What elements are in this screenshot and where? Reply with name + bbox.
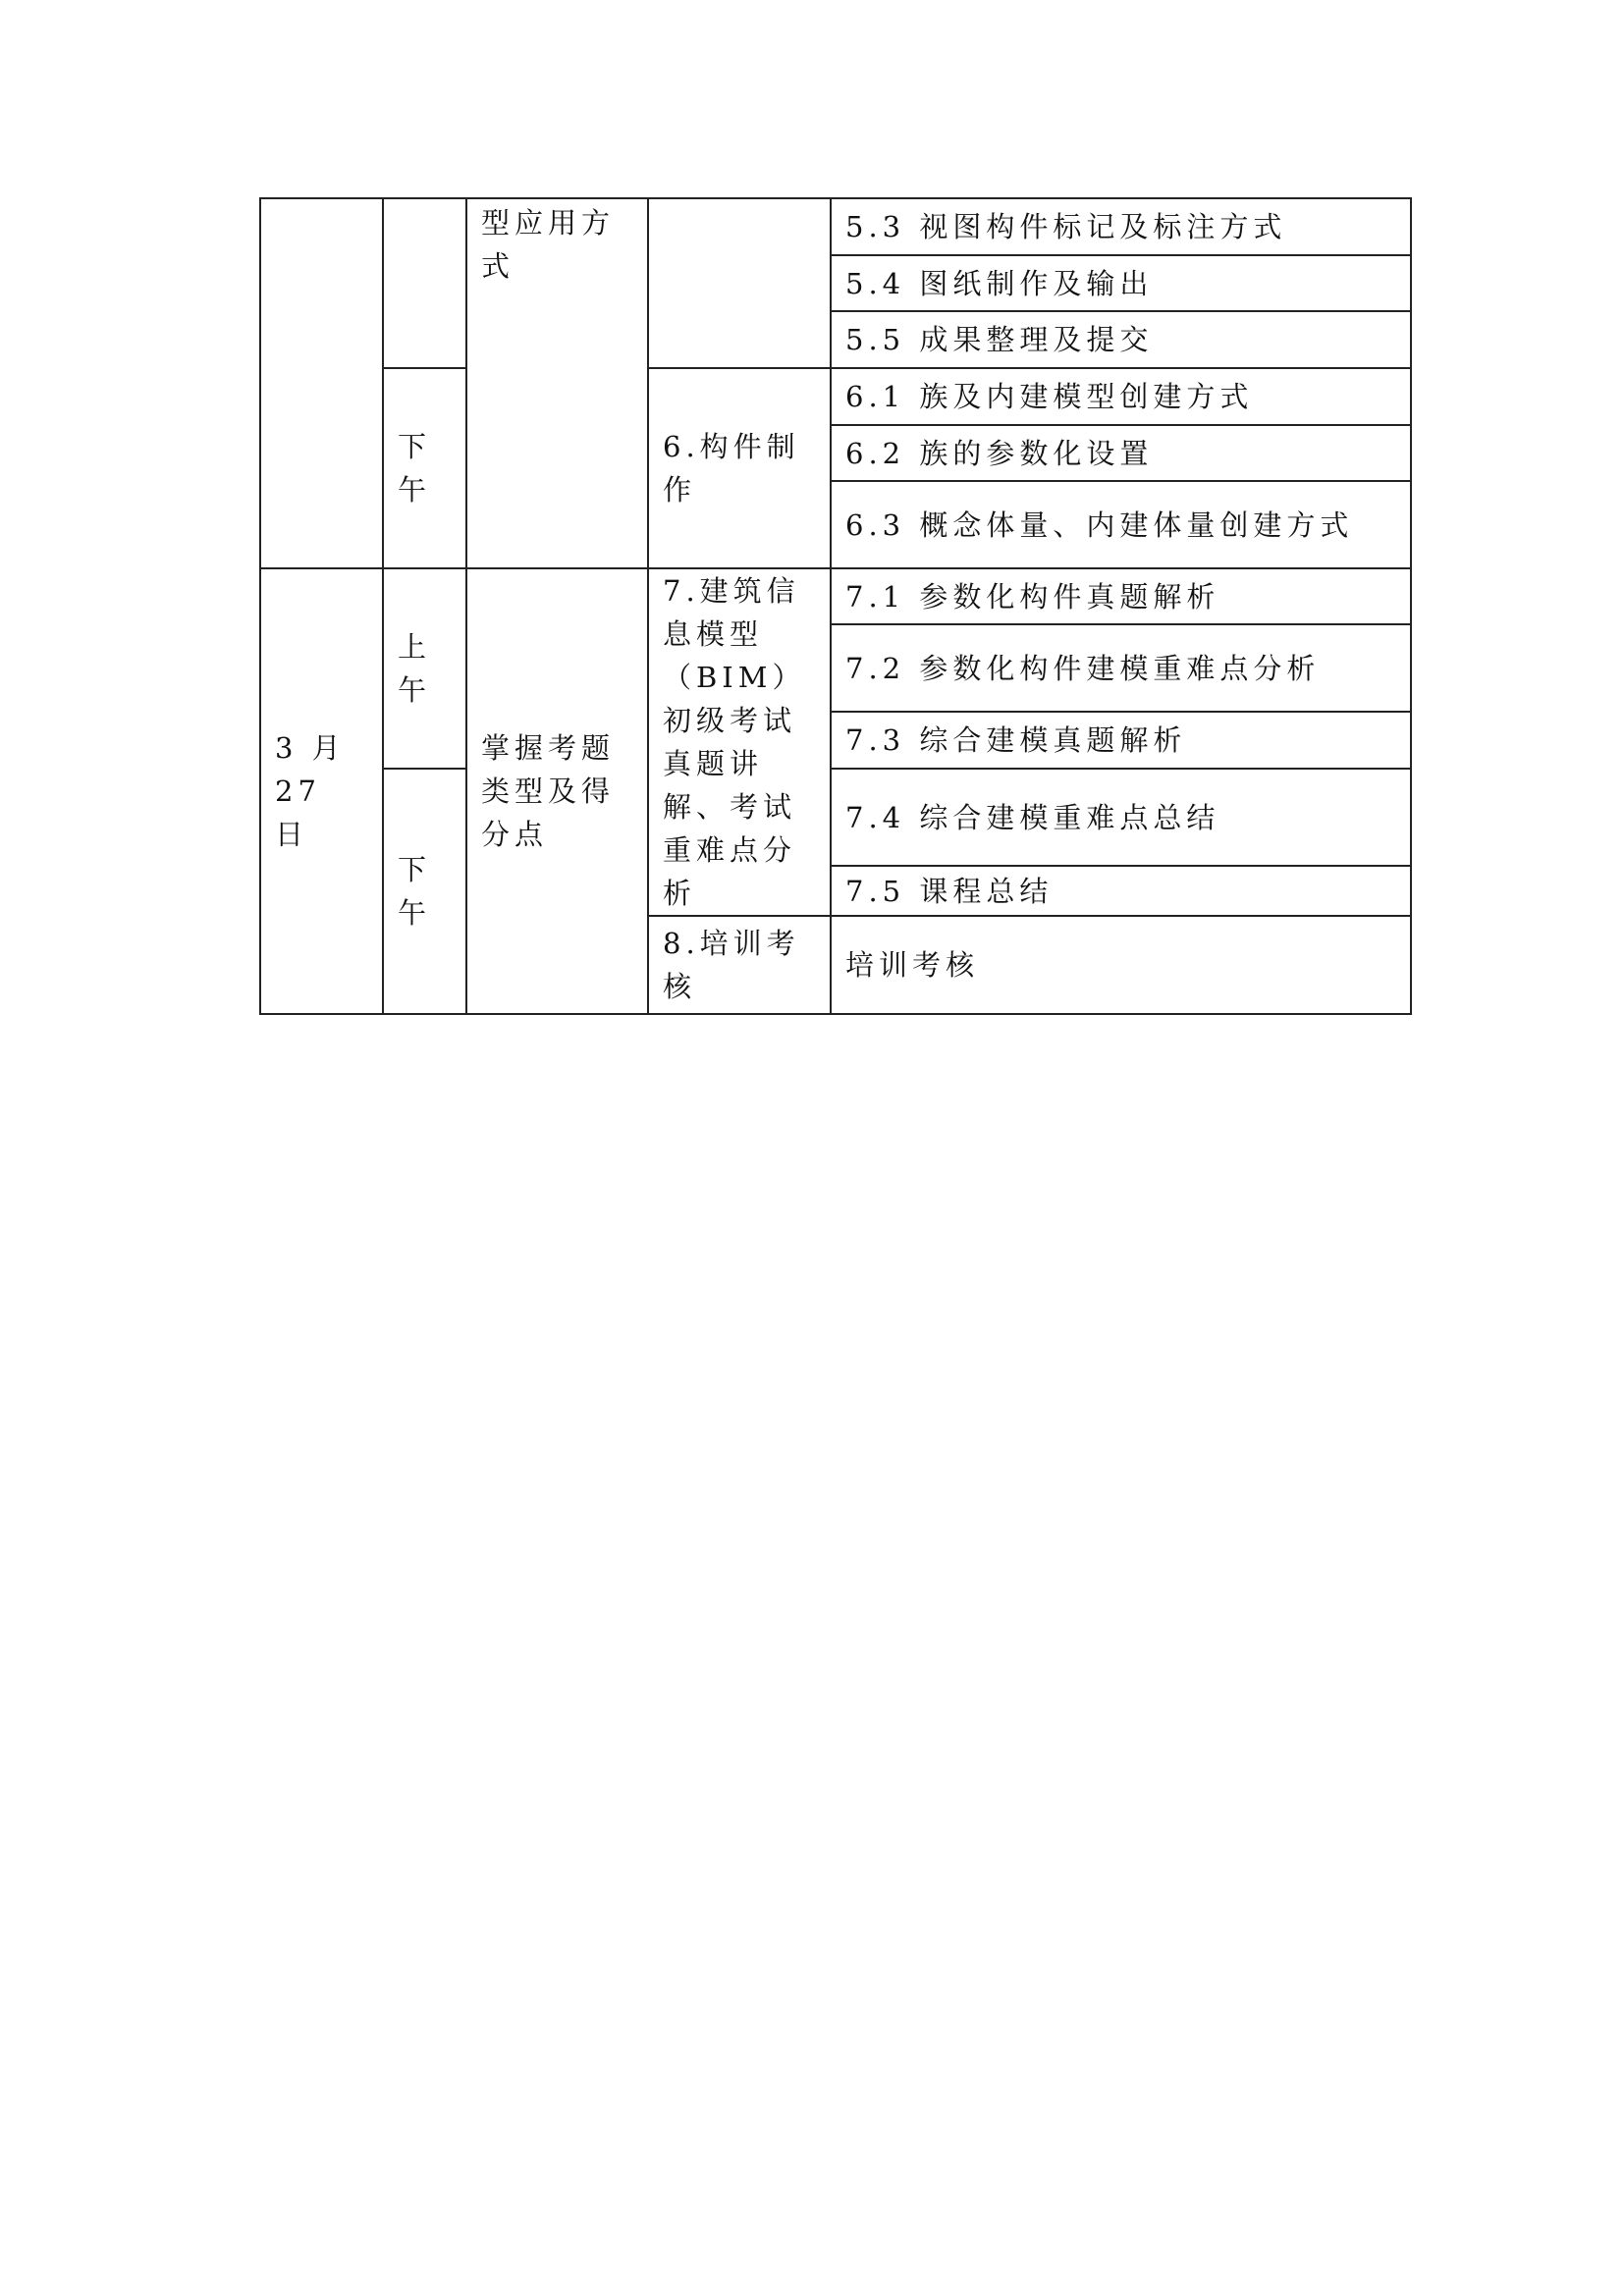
topic-cell: 7.1 参数化构件真题解析 [831, 568, 1411, 624]
topic-cell: 7.5 课程总结 [831, 866, 1411, 916]
table-row [260, 568, 1411, 624]
module-cell: 7.建筑信息模型（BIM）初级考试真题讲解、考试重难点分析 [648, 568, 831, 916]
topic-cell: 培训考核 [831, 916, 1411, 1014]
topic-cell: 5.3 视图构件标记及标注方式 [831, 198, 1411, 255]
module-cell: 8.培训考核 [648, 916, 831, 1014]
session-cell: 下午 [383, 769, 466, 1014]
topic-cell: 7.2 参数化构件建模重难点分析 [831, 624, 1411, 712]
date-cell: 3 月 27 日 [260, 568, 383, 1014]
topic-cell: 6.3 概念体量、内建体量创建方式 [831, 481, 1411, 568]
topic-cell: 6.2 族的参数化设置 [831, 425, 1411, 481]
topic-cell: 5.4 图纸制作及输出 [831, 255, 1411, 311]
session-cell [383, 198, 466, 368]
topic-cell: 7.3 综合建模真题解析 [831, 712, 1411, 769]
session-cell: 下午 [383, 368, 466, 568]
topic-cell: 7.4 综合建模重难点总结 [831, 769, 1411, 866]
topic-cell: 6.1 族及内建模型创建方式 [831, 368, 1411, 425]
table-row [260, 368, 1411, 425]
date-cell [260, 198, 383, 568]
table-row [260, 769, 1411, 866]
goal-cell: 型应用方式 [466, 198, 648, 568]
module-cell [648, 198, 831, 368]
table-row [260, 198, 1411, 255]
session-cell: 上午 [383, 568, 466, 769]
training-schedule-table [259, 197, 1412, 1015]
module-cell: 6.构件制作 [648, 368, 831, 568]
goal-cell: 掌握考题类型及得分点 [466, 568, 648, 1014]
topic-cell: 5.5 成果整理及提交 [831, 311, 1411, 368]
